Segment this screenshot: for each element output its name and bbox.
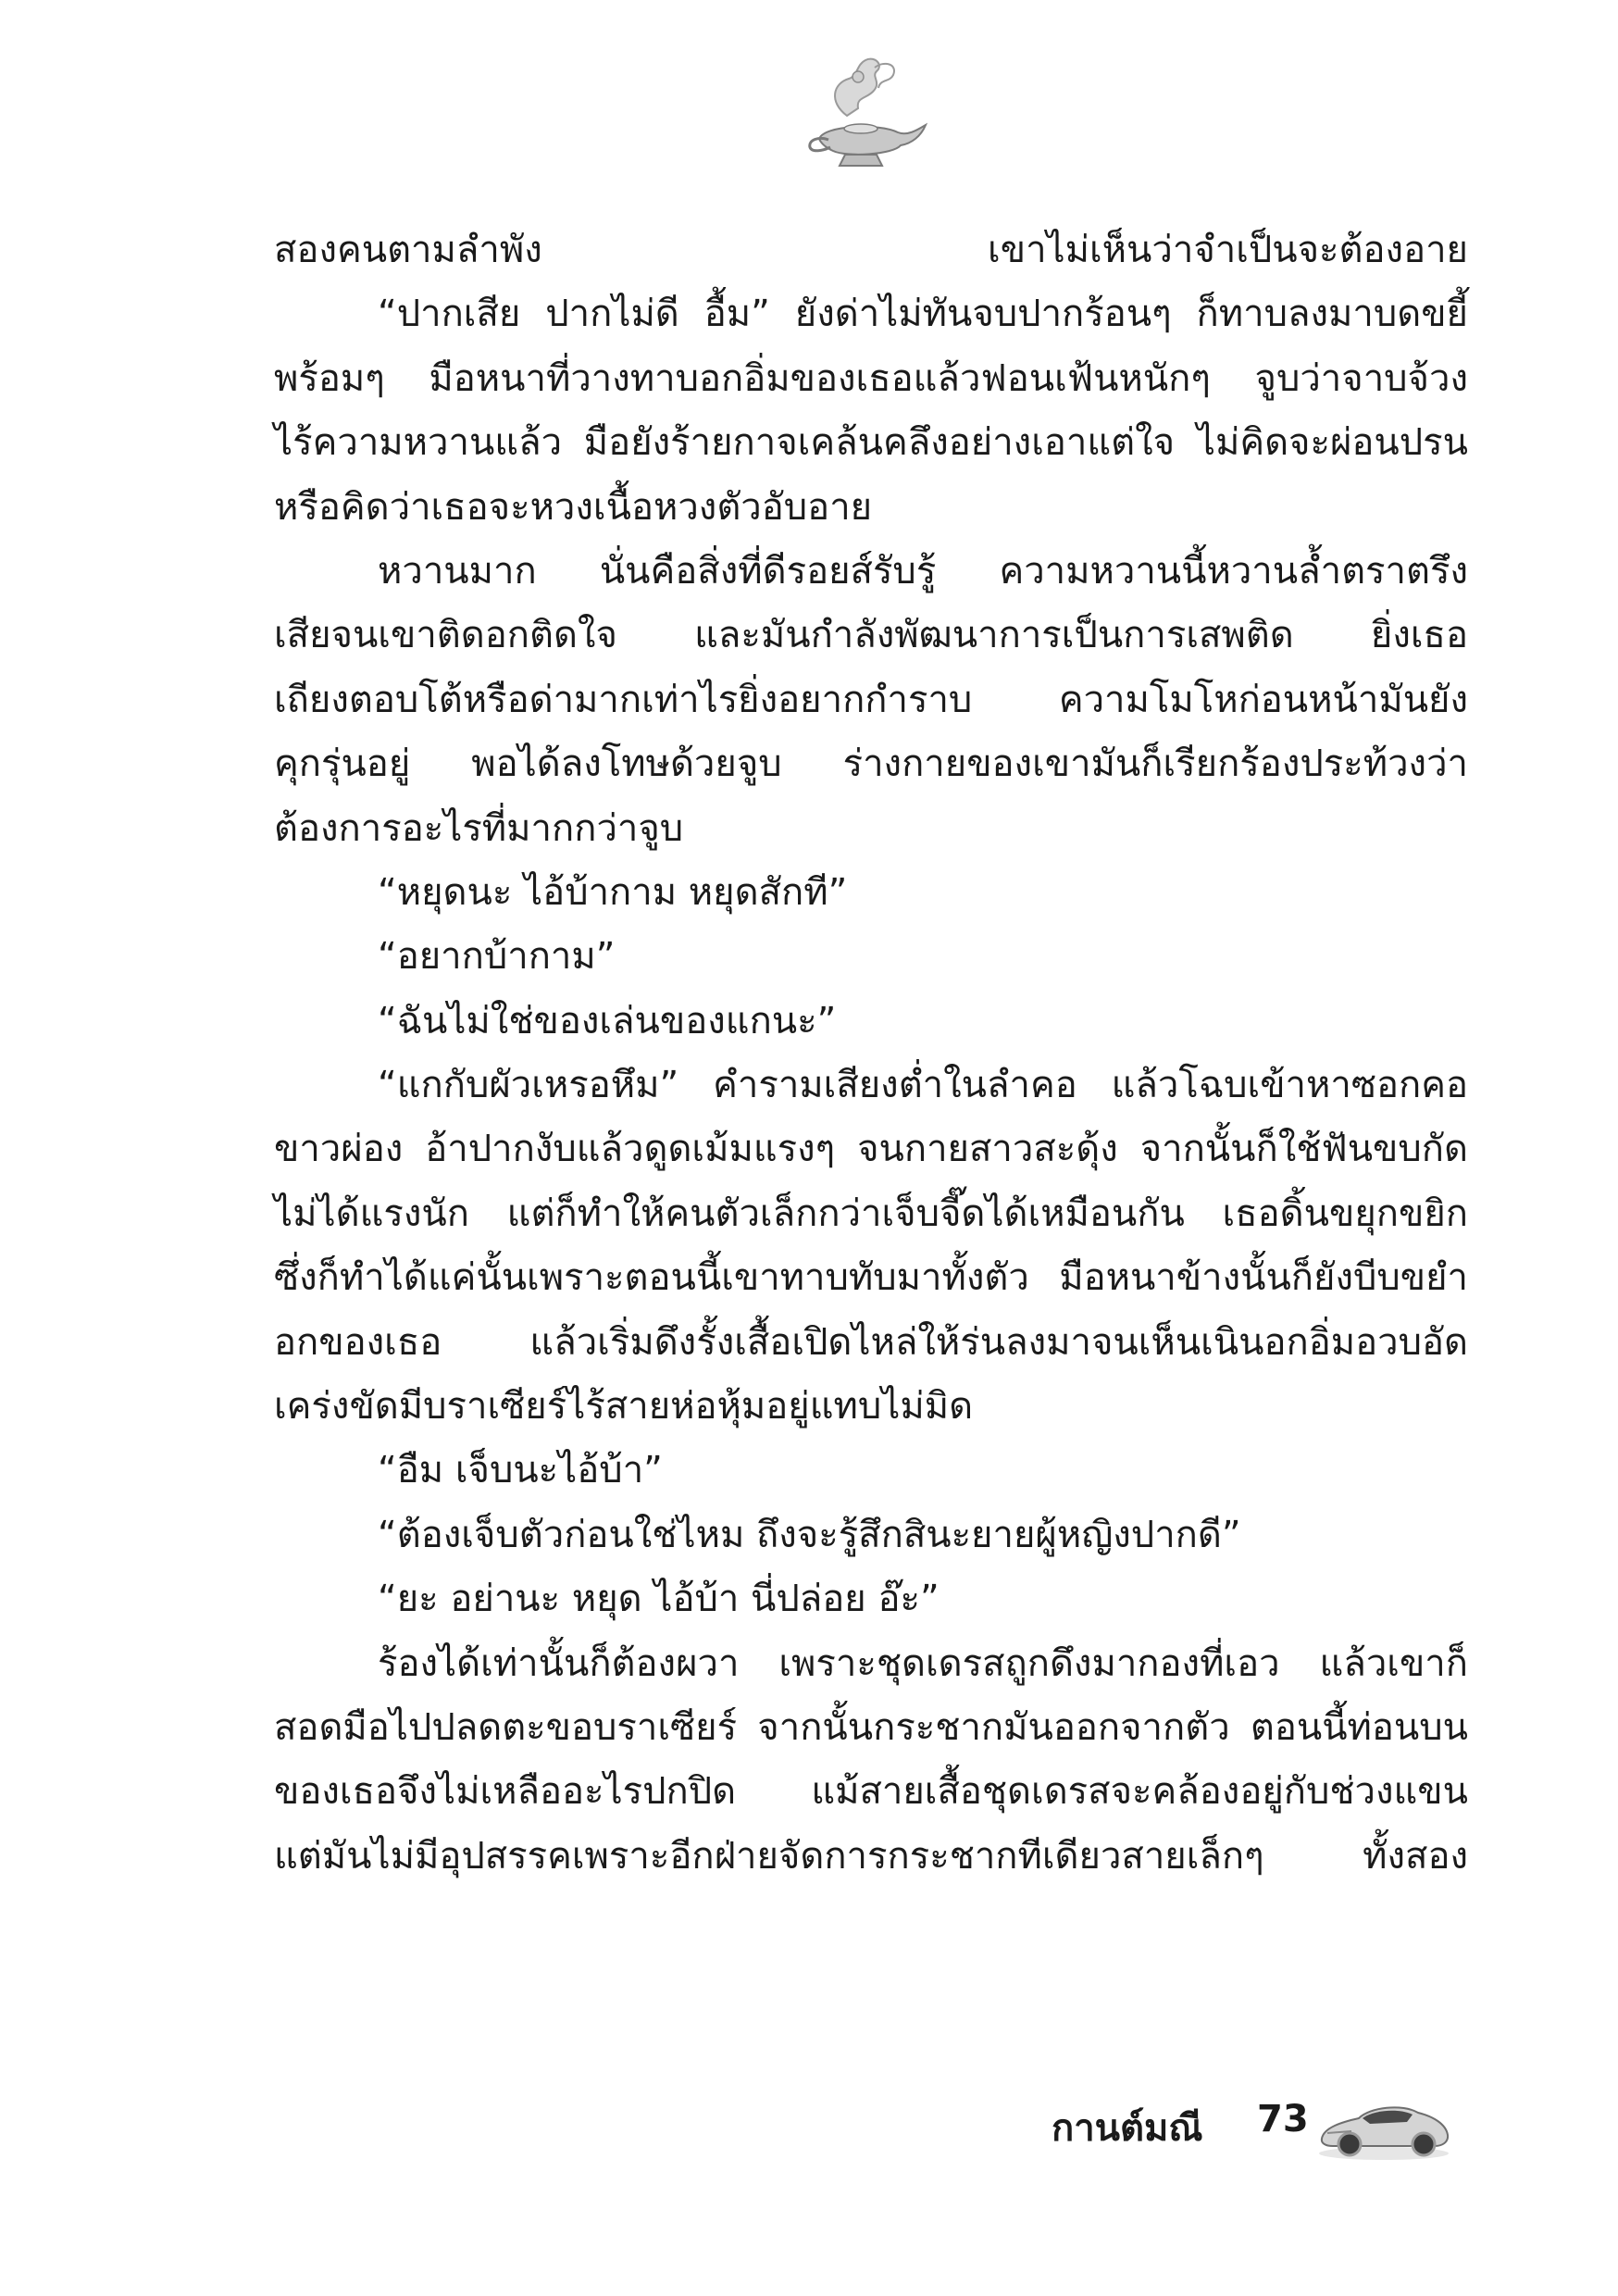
text-line: ขาวผ่อง อ้าปากงับแล้วดูดเม้มแรงๆ จนกายสาวสะดุ้ง จากนั้นก็ใช้ฟันขบกัด (274, 1128, 1468, 1171)
text-line: “หยุดนะ ไอ้บ้ากาม หยุดสักที” (378, 870, 848, 914)
text-line: “ฉันไม่ใช่ของเล่นของแกนะ” (378, 999, 837, 1042)
text-line: “ต้องเจ็บตัวก่อนใช่ไหม ถึงจะรู้สึกสินะยายผู้หญิงปากดี” (378, 1513, 1241, 1556)
text-line: เคร่งขัดมีบราเซียร์ไร้สายห่อหุ้มอยู่แทบไม่มิด (274, 1385, 974, 1429)
text-line: หวานมาก นั่นคือสิ่งที่ดีรอยส์รับรู้ ความหวานนี้หวานล้ำตราตรึง (378, 549, 1468, 593)
text-line: ซึ่งก็ทำได้แค่นั้นเพราะตอนนี้เขาทาบทับมาทั้งตัว มือหนาข้างนั้นก็ยังบีบขยำ (274, 1256, 1468, 1300)
text-line: เสียจนเขาติดอกติดใจ และมันกำลังพัฒนาการเป็นการเสพติด ยิ่งเธอ (274, 614, 1468, 657)
text-line: หรือคิดว่าเธอจะหวงเนื้อหวงตัวอับอาย (274, 485, 873, 529)
text-line: “ปากเสีย ปากไม่ดี อื้ม” ยังด่าไม่ทันจบปากร้อนๆ ก็ทาบลงมาบดขยี้ (378, 293, 1468, 336)
text-line: “ยะ อย่านะ หยุด ไอ้บ้า นี่ปล่อย อ๊ะ” (378, 1578, 940, 1621)
text-line: คุกรุ่นอยู่ พอได้ลงโทษด้วยจูบ ร่างกายของเขามันก็เรียกร้องประท้วงว่า (274, 742, 1468, 786)
text-line: สอดมือไปปลดตะขอบราเซียร์ จากนั้นกระชากมันออกจากตัว ตอนนี้ท่อนบน (274, 1705, 1468, 1749)
text-line: “อยากบ้ากาม” (378, 935, 616, 979)
body-text (274, 218, 1468, 1889)
text-line: ไร้ความหวานแล้ว มือยังร้ายกาจเคล้นคลึงอย่างเอาแต่ใจ ไม่คิดจะผ่อนปรน (274, 421, 1468, 465)
text-line: ร้องได้เท่านั้นก็ต้องผวา เพราะชุดเดรสถูกดึงมากองที่เอว แล้วเขาก็ (378, 1641, 1468, 1685)
sports-car-icon (1314, 2081, 1453, 2165)
text-line: “อืม เจ็บนะไอ้บ้า” (378, 1449, 663, 1492)
page-number: 73 (1257, 2098, 1309, 2140)
text-line: เถียงตอบโต้หรือด่ามากเท่าไรยิ่งอยากกำราบ ความโมโหก่อนหน้ามันยัง (274, 678, 1468, 721)
author-name: กานต์มณี (1052, 2107, 1203, 2150)
page-footer (1018, 2063, 1453, 2165)
text-line: พร้อมๆ มือหนาที่วางทาบอกอิ่มของเธอแล้วฟอนเฟ้นหนักๆ จูบว่าจาบจ้วง (274, 356, 1468, 400)
text-line: สองคนตามลำพัง เขาไม่เห็นว่าจำเป็นจะต้องอาย (274, 229, 1468, 271)
text-line: ของเธอจึงไม่เหลืออะไรปกปิด แม้สายเสื้อชุดเดรสจะคล้องอยู่กับช่วงแขน (274, 1770, 1468, 1814)
text-line: ต้องการอะไรที่มากกว่าจูบ (274, 806, 684, 850)
genie-lamp-icon (791, 51, 930, 176)
text-line: “แกกับผัวเหรอหึม” คำรามเสียงต่ำในลำคอ แล้วโฉบเข้าหาซอกคอ (378, 1064, 1468, 1107)
text-line: อกของเธอ แล้วเริ่มดึงรั้งเสื้อเปิดไหล่ให้ร่นลงมาจนเห็นเนินอกอิ่มอวบอัด (274, 1320, 1468, 1364)
text-line: ไม่ได้แรงนัก แต่ก็ทำให้คนตัวเล็กกว่าเจ็บจี๊ดได้เหมือนกัน เธอดิ้นขยุกขยิก (274, 1192, 1468, 1235)
text-line: แต่มันไม่มีอุปสรรคเพราะอีกฝ่ายจัดการกระชากทีเดียวสายเล็กๆ ทั้งสอง (274, 1834, 1468, 1878)
